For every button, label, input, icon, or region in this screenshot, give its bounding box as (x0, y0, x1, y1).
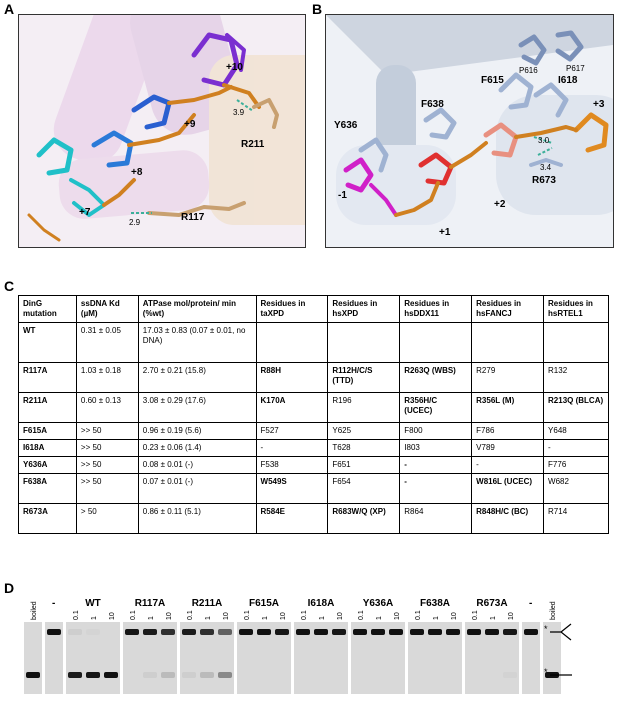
table-row (19, 393, 609, 423)
header-atpase: ATPase mol/protein/ min (%wt) (138, 296, 256, 323)
label-a-dist39: 3.9 (233, 108, 245, 117)
label-a-r211: R211 (241, 139, 265, 150)
cell-hsfancj: F786 (472, 423, 544, 440)
cell-taxpd: - (256, 440, 328, 457)
cell-hsxpd: F651 (328, 457, 400, 474)
cell-mutation: R673A (19, 504, 77, 534)
cell-hsddx11: R356H/C (UCEC) (400, 393, 472, 423)
cell-atpase: 0.08 ± 0.01 (-) (138, 457, 256, 474)
gel-label-concentration: 1 (262, 616, 269, 620)
cell-taxpd (256, 323, 328, 363)
cell-taxpd: R584E (256, 504, 328, 534)
gel-band-substrate (239, 629, 253, 635)
cell-hsddx11: F800 (400, 423, 472, 440)
gel-band-substrate (200, 629, 214, 635)
cell-hsrtel1: Y648 (544, 423, 609, 440)
cell-hsfancj: R356L (M) (472, 393, 544, 423)
cell-atpase: 17.03 ± 0.83 (0.07 ± 0.01, no DNA) (138, 323, 256, 363)
label-b-y636: Y636 (334, 120, 358, 131)
table-row (19, 457, 609, 474)
cell-kd: 0.60 ± 0.13 (76, 393, 138, 423)
gel-band-product (143, 672, 157, 678)
header-taxpd: Residues in taXPD (256, 296, 328, 323)
gel-band-product (200, 672, 214, 678)
cell-hsddx11 (400, 323, 472, 363)
gel-band-substrate (428, 629, 442, 635)
gel-band-substrate (332, 629, 346, 635)
gel-band-substrate (314, 629, 328, 635)
cell-hsfancj: V789 (472, 440, 544, 457)
gel-label-group: R673A (476, 598, 508, 609)
label-b-dist30: 3.0 (538, 136, 550, 145)
gel-band-substrate (47, 629, 61, 635)
cell-hsrtel1: - (544, 440, 609, 457)
gel-segment (24, 622, 42, 694)
gel-label-concentration: 10 (280, 612, 287, 620)
cell-kd: >> 50 (76, 440, 138, 457)
gel-band-substrate (503, 629, 517, 635)
gel-label-concentration: 1 (433, 616, 440, 620)
cell-hsfancj (472, 323, 544, 363)
gel-band-product (68, 672, 82, 678)
cell-atpase: 0.86 ± 0.11 (5.1) (138, 504, 256, 534)
gel-band-product (86, 672, 100, 678)
gel-label-concentration: 0.1 (358, 610, 365, 620)
label-b-plus1: +1 (439, 227, 451, 238)
helicase-gel-figure (18, 596, 578, 696)
gel-band-product (218, 672, 232, 678)
gel-star-top: * (544, 624, 548, 634)
cell-hsxpd: Y625 (328, 423, 400, 440)
gel-label-group: F615A (248, 598, 280, 609)
header-kd: ssDNA Kd (µM) (76, 296, 138, 323)
gel-label-concentration: 0.1 (415, 610, 422, 620)
gel-band-substrate (446, 629, 460, 635)
table-row (19, 440, 609, 457)
gel-label-concentration: 10 (394, 612, 401, 620)
cell-hsddx11: R864 (400, 504, 472, 534)
gel-label-group: R117A (134, 598, 166, 609)
cell-hsddx11: I803 (400, 440, 472, 457)
label-b-minus1: -1 (338, 190, 347, 201)
cell-atpase: 3.08 ± 0.29 (17.6) (138, 393, 256, 423)
gel-label-minus: - (52, 598, 56, 609)
cell-hsxpd: F654 (328, 474, 400, 504)
cell-hsxpd (328, 323, 400, 363)
label-b-plus3: +3 (593, 99, 605, 110)
cell-atpase: 0.07 ± 0.01 (-) (138, 474, 256, 504)
structure-panel-b (325, 14, 614, 248)
gel-band-substrate (410, 629, 424, 635)
cell-kd: 1.03 ± 0.18 (76, 363, 138, 393)
cell-taxpd: R88H (256, 363, 328, 393)
cell-kd: >> 50 (76, 423, 138, 440)
cell-hsfancj: W816L (UCEC) (472, 474, 544, 504)
label-b-dist34: 3.4 (540, 163, 552, 172)
cell-hsrtel1: R213Q (BLCA) (544, 393, 609, 423)
gel-label-concentration: 1 (319, 616, 326, 620)
cell-hsddx11: R263Q (WBS) (400, 363, 472, 393)
table-header-row (19, 296, 609, 323)
cell-hsrtel1: F776 (544, 457, 609, 474)
header-hsfancj: Residues in hsFANCJ (472, 296, 544, 323)
gel-label-concentration: 1 (205, 616, 212, 620)
gel-band-substrate (182, 629, 196, 635)
cell-taxpd: K170A (256, 393, 328, 423)
gel-star-bottom: * (544, 667, 548, 677)
gel-label-group: I618A (307, 598, 335, 609)
label-b-r673: R673 (532, 175, 556, 186)
cell-hsxpd: R683W/Q (XP) (328, 504, 400, 534)
cell-hsxpd: R112H/C/S (TTD) (328, 363, 400, 393)
gel-label-concentration: 1 (148, 616, 155, 620)
gel-band-substrate (296, 629, 310, 635)
cell-hsfancj: R848H/C (BC) (472, 504, 544, 534)
gel-band-substrate (218, 629, 232, 635)
cell-hsddx11: - (400, 457, 472, 474)
gel-label-concentration: 0.1 (73, 610, 80, 620)
label-b-f638: F638 (421, 99, 444, 110)
cell-hsrtel1: R714 (544, 504, 609, 534)
gel-label-concentration: 10 (451, 612, 458, 620)
table-row (19, 323, 609, 363)
gel-band-substrate (485, 629, 499, 635)
gel-label-concentration: 1 (490, 616, 497, 620)
gel-band-substrate (353, 629, 367, 635)
header-hsxpd: Residues in hsXPD (328, 296, 400, 323)
cell-taxpd: W549S (256, 474, 328, 504)
cell-mutation: WT (19, 323, 77, 363)
table-row (19, 363, 609, 393)
cell-atpase: 0.23 ± 0.06 (1.4) (138, 440, 256, 457)
cell-mutation: Y636A (19, 457, 77, 474)
gel-band-substrate (257, 629, 271, 635)
gel-label-concentration: 0.1 (130, 610, 137, 620)
gel-label-concentration: 0.1 (301, 610, 308, 620)
gel-band-substrate (524, 629, 538, 635)
table-row (19, 423, 609, 440)
header-mutation: DinG mutation (19, 296, 77, 323)
cell-taxpd: F538 (256, 457, 328, 474)
cell-hsfancj: - (472, 457, 544, 474)
gel-band-substrate (389, 629, 403, 635)
cell-taxpd: F527 (256, 423, 328, 440)
panel-letter-b: B (312, 1, 323, 17)
cell-hsddx11: - (400, 474, 472, 504)
cell-hsrtel1: W682 (544, 474, 609, 504)
cell-mutation: R211A (19, 393, 77, 423)
mutation-table (18, 295, 609, 534)
cell-mutation: F615A (19, 423, 77, 440)
gel-label-boiled: boiled (31, 601, 38, 620)
gel-band-product (503, 672, 517, 678)
cell-kd: >> 50 (76, 474, 138, 504)
cell-hsxpd: R196 (328, 393, 400, 423)
gel-band-substrate (371, 629, 385, 635)
gel-band-substrate (467, 629, 481, 635)
gel-band-substrate (161, 629, 175, 635)
table-row (19, 504, 609, 534)
gel-band-substrate (125, 629, 139, 635)
table-row (19, 474, 609, 504)
panel-letter-c: C (4, 278, 15, 294)
gel-band-substrate (143, 629, 157, 635)
gel-band-product (104, 672, 118, 678)
gel-band-substrate (86, 629, 100, 635)
label-a-plus9: +9 (184, 119, 196, 130)
panel-letter-d: D (4, 580, 15, 596)
gel-label-concentration: 10 (223, 612, 230, 620)
cell-mutation: R117A (19, 363, 77, 393)
label-a-plus10: +10 (226, 62, 243, 73)
cell-hsrtel1: R132 (544, 363, 609, 393)
gel-label-group: WT (85, 598, 101, 609)
gel-label-boiled: boiled (550, 601, 557, 620)
gel-label-concentration: 10 (109, 612, 116, 620)
cell-hsfancj: R279 (472, 363, 544, 393)
gel-band-substrate (68, 629, 82, 635)
gel-band-product (182, 672, 196, 678)
cell-hsrtel1 (544, 323, 609, 363)
cell-hsxpd: T628 (328, 440, 400, 457)
gel-label-concentration: 10 (166, 612, 173, 620)
label-a-dist29: 2.9 (129, 218, 141, 227)
gel-label-concentration: 1 (91, 616, 98, 620)
cell-kd: 0.31 ± 0.05 (76, 323, 138, 363)
panel-letter-a: A (4, 1, 15, 17)
cell-atpase: 0.96 ± 0.19 (5.6) (138, 423, 256, 440)
label-a-plus8: +8 (131, 167, 143, 178)
label-b-i618: I618 (558, 75, 578, 86)
gel-label-concentration: 0.1 (244, 610, 251, 620)
gel-label-concentration: 10 (508, 612, 515, 620)
structure-panel-a (18, 14, 306, 248)
cell-kd: > 50 (76, 504, 138, 534)
cell-kd: >> 50 (76, 457, 138, 474)
gel-band-product (26, 672, 40, 678)
gel-label-concentration: 10 (337, 612, 344, 620)
label-a-plus7: +7 (79, 207, 91, 218)
label-b-f615: F615 (481, 75, 504, 86)
label-b-plus2: +2 (494, 199, 506, 210)
gel-label-group: F638A (419, 598, 451, 609)
cell-atpase: 2.70 ± 0.21 (15.8) (138, 363, 256, 393)
label-a-r117: R117 (181, 212, 205, 223)
gel-label-concentration: 1 (376, 616, 383, 620)
gel-band-product (161, 672, 175, 678)
gel-label-concentration: 0.1 (187, 610, 194, 620)
header-hsddx11: Residues in hsDDX11 (400, 296, 472, 323)
gel-label-concentration: 0.1 (472, 610, 479, 620)
gel-label-group: Y636A (362, 598, 394, 609)
gel-label-group: R211A (191, 598, 223, 609)
gel-band-substrate (275, 629, 289, 635)
gel-label-minus: - (529, 598, 533, 609)
cell-mutation: F638A (19, 474, 77, 504)
cell-mutation: I618A (19, 440, 77, 457)
label-b-p617: P617 (566, 64, 585, 73)
header-hsrtel1: Residues in hsRTEL1 (544, 296, 609, 323)
label-b-p616: P616 (519, 66, 538, 75)
